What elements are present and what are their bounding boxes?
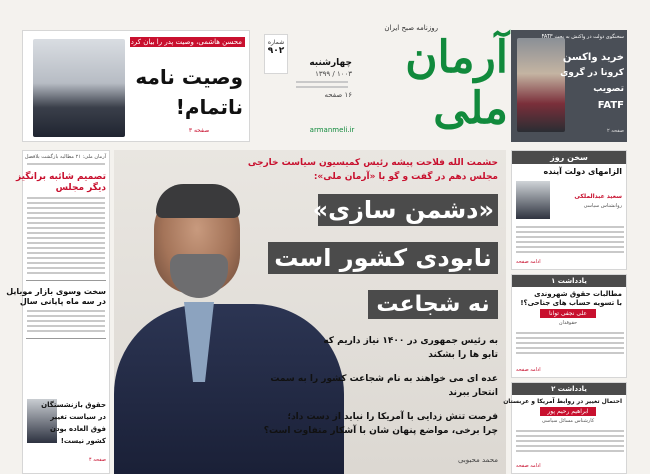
masthead-day: چهارشنبه <box>309 58 352 68</box>
main-body-5: فرصت تنش زدایی با آمریکا را نباید از دست داد؛ <box>287 412 498 422</box>
section1-author-photo <box>516 181 550 219</box>
issue-number-badge <box>264 34 288 74</box>
main-body-2: تابو ها را بشکند <box>428 350 498 360</box>
masthead-date: ۱۰۰۳ / ۱۳۹۹ <box>315 70 352 78</box>
main-story <box>114 150 506 474</box>
teaser-photo-hashemi <box>33 39 125 137</box>
issue-number: ۹۰۲ <box>267 46 285 56</box>
section3-more[interactable]: ادامه صفحه <box>516 463 541 469</box>
section1-text <box>512 223 628 256</box>
left-story3-headline-4: کشور نیست! <box>60 437 106 445</box>
masthead-tagline: روزنامه صبح ایران <box>384 24 438 32</box>
issue-label: شماره <box>267 39 285 46</box>
masthead-logo: آرمان ملی <box>405 32 508 134</box>
teaser-headline-1: خرید واکسن <box>562 52 624 63</box>
main-body-1: به رئیس جمهوری در ۱۴۰۰ نیاز داریم که <box>323 336 498 346</box>
teaser-headline-2: کرونا در گروی <box>560 68 624 78</box>
left-story2-text <box>23 310 109 332</box>
section2-title: یادداشت ۱ <box>512 275 626 287</box>
left-story3-headline-2: در سیاست تغییر <box>50 413 106 421</box>
main-kicker-2: مجلس دهم در گفت و گو با «آرمان ملی»: <box>313 172 498 182</box>
teaser-kicker: محسن هاشمی، وصیت پدر را بیان کرد <box>130 37 245 47</box>
section2-role: حقوقدان <box>558 320 578 326</box>
masthead-date-block <box>292 58 352 99</box>
left-headline-1: تصمیم شائبه برانگیز <box>16 172 106 182</box>
teaser-headline-2: ناتمام! <box>175 95 243 119</box>
teaser-page-ref: صفحه ۳ <box>188 127 210 134</box>
note-yaddasht-1 <box>511 274 627 378</box>
note-yaddasht-2 <box>503 382 627 474</box>
left-story2-headline-2: در سه ماه پایانی سال <box>19 297 106 306</box>
section1-more[interactable]: ادامه صفحه <box>516 259 541 265</box>
editorial-sokhan-rooz <box>511 150 627 270</box>
main-body-3: عده ای می خواهند به نام شجاعت کشور را به سمت <box>270 374 498 384</box>
left-headline-2: دیگر مجلس <box>55 183 106 193</box>
left-teaser-box <box>22 30 250 142</box>
section1-title: سخن روز <box>512 151 626 164</box>
right-teaser-box <box>511 30 627 142</box>
teaser-photo-spokesman <box>517 38 565 132</box>
left-column <box>6 150 110 474</box>
main-headline-1: «دشمن سازی» <box>318 194 498 226</box>
section3-title: یادداشت ۲ <box>512 383 626 395</box>
main-headline-2: نابودی کشور است <box>268 242 498 274</box>
main-headline-3: نه شجاعت <box>368 290 498 319</box>
photo-hair <box>156 184 240 218</box>
masthead-pages: ۱۶ صفحه <box>324 91 352 99</box>
section1-headline: الزامهای دولت آینده <box>543 167 622 176</box>
teaser-kicker: سخنگوی دولت در واکنش به بحث FATF <box>541 34 624 40</box>
left-story2-headline-1: سخت وسوی بازار موبایل <box>6 287 106 296</box>
left-story3-headline-3: فوق العاده بودن <box>49 425 106 433</box>
left-top-note: آرمان ملی: ۲۱ مطالبه بازگشت بلافصل <box>24 154 106 160</box>
section3-headline: احتمال تغییر در روابط آمریکا و عربستان <box>503 398 622 405</box>
left-story3-headline-1: حقوق بازنشستگان <box>41 401 106 409</box>
section1-author: سعید عبدالملکی <box>574 193 622 200</box>
main-body-6: چرا برخی، مواضع پنهان شان با آشکار متفاوت است؟ <box>263 426 498 436</box>
section1-role: روانشناس سیاسی <box>583 203 622 209</box>
section2-headline-2: با تسویه حساب های جناحی؟! <box>520 299 622 307</box>
main-kicker-1: حشمت الله فلاحت پیشه رئیس کمیسیون سیاست خارجی <box>247 158 498 168</box>
section3-text <box>512 427 628 455</box>
left-page-ref: صفحه ۴ <box>89 457 106 463</box>
section3-role: کارشناس مسائل سیاسی <box>541 418 595 424</box>
masthead-website[interactable]: armanmeli.ir <box>309 126 355 134</box>
left-story-text <box>23 197 109 274</box>
section3-author: ابراهیم رحیم پور <box>540 407 596 416</box>
section2-more[interactable]: ادامه صفحه <box>516 367 541 373</box>
teaser-headline-3: تصویب <box>593 84 624 94</box>
right-column <box>503 150 627 474</box>
teaser-headline-4: FATF <box>597 100 624 111</box>
section2-author: علی نجفی توانا <box>540 309 596 318</box>
masthead <box>262 14 508 144</box>
section2-headline-1: مطالبات حقوق شهروندی <box>534 290 622 298</box>
section2-text <box>512 329 628 357</box>
main-body-4: انتحار ببرند <box>448 388 498 398</box>
teaser-page-ref: صفحه ۲ <box>607 128 624 134</box>
teaser-headline-1: وصیت نامه <box>135 65 243 89</box>
main-byline: محمد محبوبی <box>458 456 498 464</box>
